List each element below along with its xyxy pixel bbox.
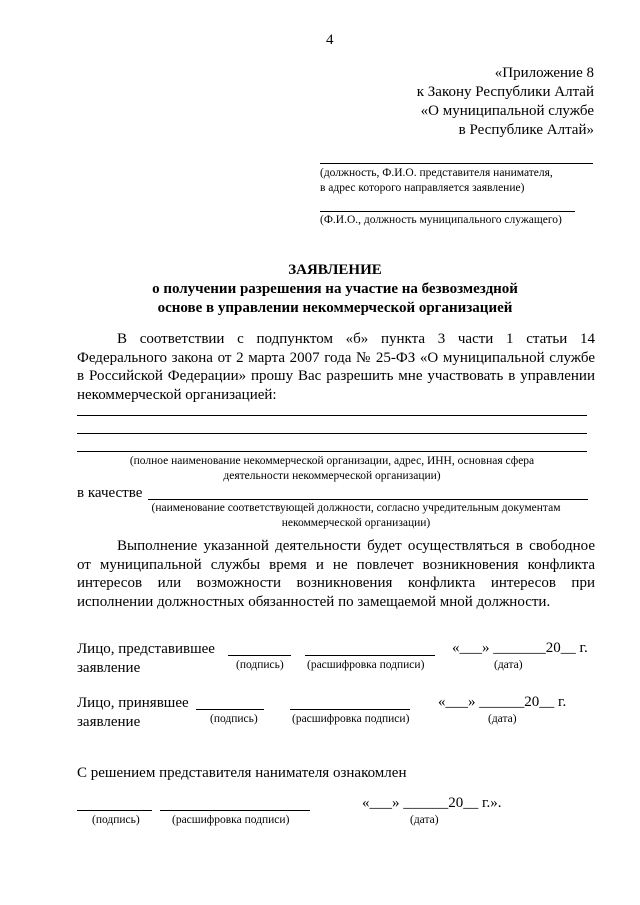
appendix-line: к Закону Республики Алтай bbox=[416, 84, 594, 100]
accepted-label-line: заявление bbox=[77, 714, 141, 730]
addressee-hint bbox=[320, 166, 553, 196]
org-hint bbox=[77, 454, 587, 484]
org-line[interactable] bbox=[77, 415, 587, 416]
sender-line[interactable] bbox=[320, 211, 575, 212]
org-hint-line: деятельности некоммерческой организации) bbox=[223, 470, 441, 482]
appendix-line: «О муниципальной службе bbox=[420, 103, 594, 119]
appendix-header bbox=[417, 64, 594, 140]
capacity-hint-line: (наименование соответствующей должности, согласно учредительным документам bbox=[151, 502, 561, 514]
acknowledged-date: «___» ______20__ г.». bbox=[362, 795, 502, 811]
org-line[interactable] bbox=[77, 433, 587, 434]
page-number: 4 bbox=[326, 32, 334, 48]
appendix-line: «Приложение 8 bbox=[494, 65, 594, 81]
acknowledged-decoding-line[interactable] bbox=[160, 810, 310, 811]
submitted-decoding-hint: (расшифровка подписи) bbox=[307, 659, 425, 671]
addressee-hint-line: в адрес которого направляется заявление) bbox=[320, 182, 525, 194]
submitted-decoding-line[interactable] bbox=[305, 655, 435, 656]
sender-hint: (Ф.И.О., должность муниципального служащего) bbox=[320, 214, 562, 226]
submitted-date-hint: (дата) bbox=[494, 659, 523, 671]
request-paragraph: В соответствии с подпунктом «б» пункта 3 части 1 статьи 14 Федерального закона от 2 марта 2007 года № 25-ФЗ «О муниципальной службе в Российской Федерации» прошу Вас разрешить мне участвовать в управлении некоммерческой организацией: bbox=[77, 331, 595, 403]
subtitle-line: о получении разрешения на участие на безвозмездной bbox=[152, 281, 518, 297]
document-subtitle bbox=[0, 280, 640, 318]
submitted-label-line: Лицо, представившее bbox=[77, 641, 215, 657]
accepted-signature-line[interactable] bbox=[196, 709, 264, 710]
accepted-date-hint: (дата) bbox=[488, 713, 517, 725]
accepted-label-line: Лицо, принявшее bbox=[77, 695, 189, 711]
accepted-date: «___» ______20__ г. bbox=[438, 694, 567, 710]
submitted-date: «___» _______20__ г. bbox=[452, 640, 588, 656]
activity-paragraph: Выполнение указанной деятельности будет осуществляться в свободное от муниципальной службы время и не повлечет возникновения конфликта интересов или возможности возникновения конфликта интересов при исполнении должностных обязанностей по замещаемой мной должности. bbox=[77, 538, 595, 610]
submitted-signature-line[interactable] bbox=[228, 655, 291, 656]
org-hint-line: (полное наименование некоммерческой организации, адрес, ИНН, основная сфера bbox=[129, 455, 535, 467]
accepted-decoding-hint: (расшифровка подписи) bbox=[292, 713, 410, 725]
acknowledged-label: С решением представителя нанимателя ознакомлен bbox=[77, 765, 407, 781]
addressee-line[interactable] bbox=[320, 163, 593, 164]
acknowledged-signature-line[interactable] bbox=[77, 810, 152, 811]
capacity-hint-line: некоммерческой организации) bbox=[281, 517, 431, 529]
accepted-label bbox=[77, 694, 189, 732]
submitted-label bbox=[77, 640, 215, 678]
appendix-line: в Республике Алтай» bbox=[458, 122, 594, 138]
capacity-label: в качестве bbox=[77, 485, 143, 501]
addressee-hint-line: (должность, Ф.И.О. представителя нанимателя, bbox=[320, 167, 553, 179]
org-line[interactable] bbox=[77, 451, 587, 452]
capacity-line[interactable] bbox=[148, 499, 588, 500]
accepted-signature-hint: (подпись) bbox=[210, 713, 258, 725]
acknowledged-date-hint: (дата) bbox=[410, 814, 439, 826]
submitted-label-line: заявление bbox=[77, 660, 141, 676]
document-title: ЗАЯВЛЕНИЕ bbox=[288, 262, 382, 278]
capacity-hint bbox=[120, 501, 592, 531]
acknowledged-decoding-hint: (расшифровка подписи) bbox=[172, 814, 290, 826]
subtitle-line: основе в управлении некоммерческой организацией bbox=[157, 300, 513, 316]
submitted-signature-hint: (подпись) bbox=[236, 659, 284, 671]
accepted-decoding-line[interactable] bbox=[290, 709, 410, 710]
acknowledged-signature-hint: (подпись) bbox=[92, 814, 140, 826]
